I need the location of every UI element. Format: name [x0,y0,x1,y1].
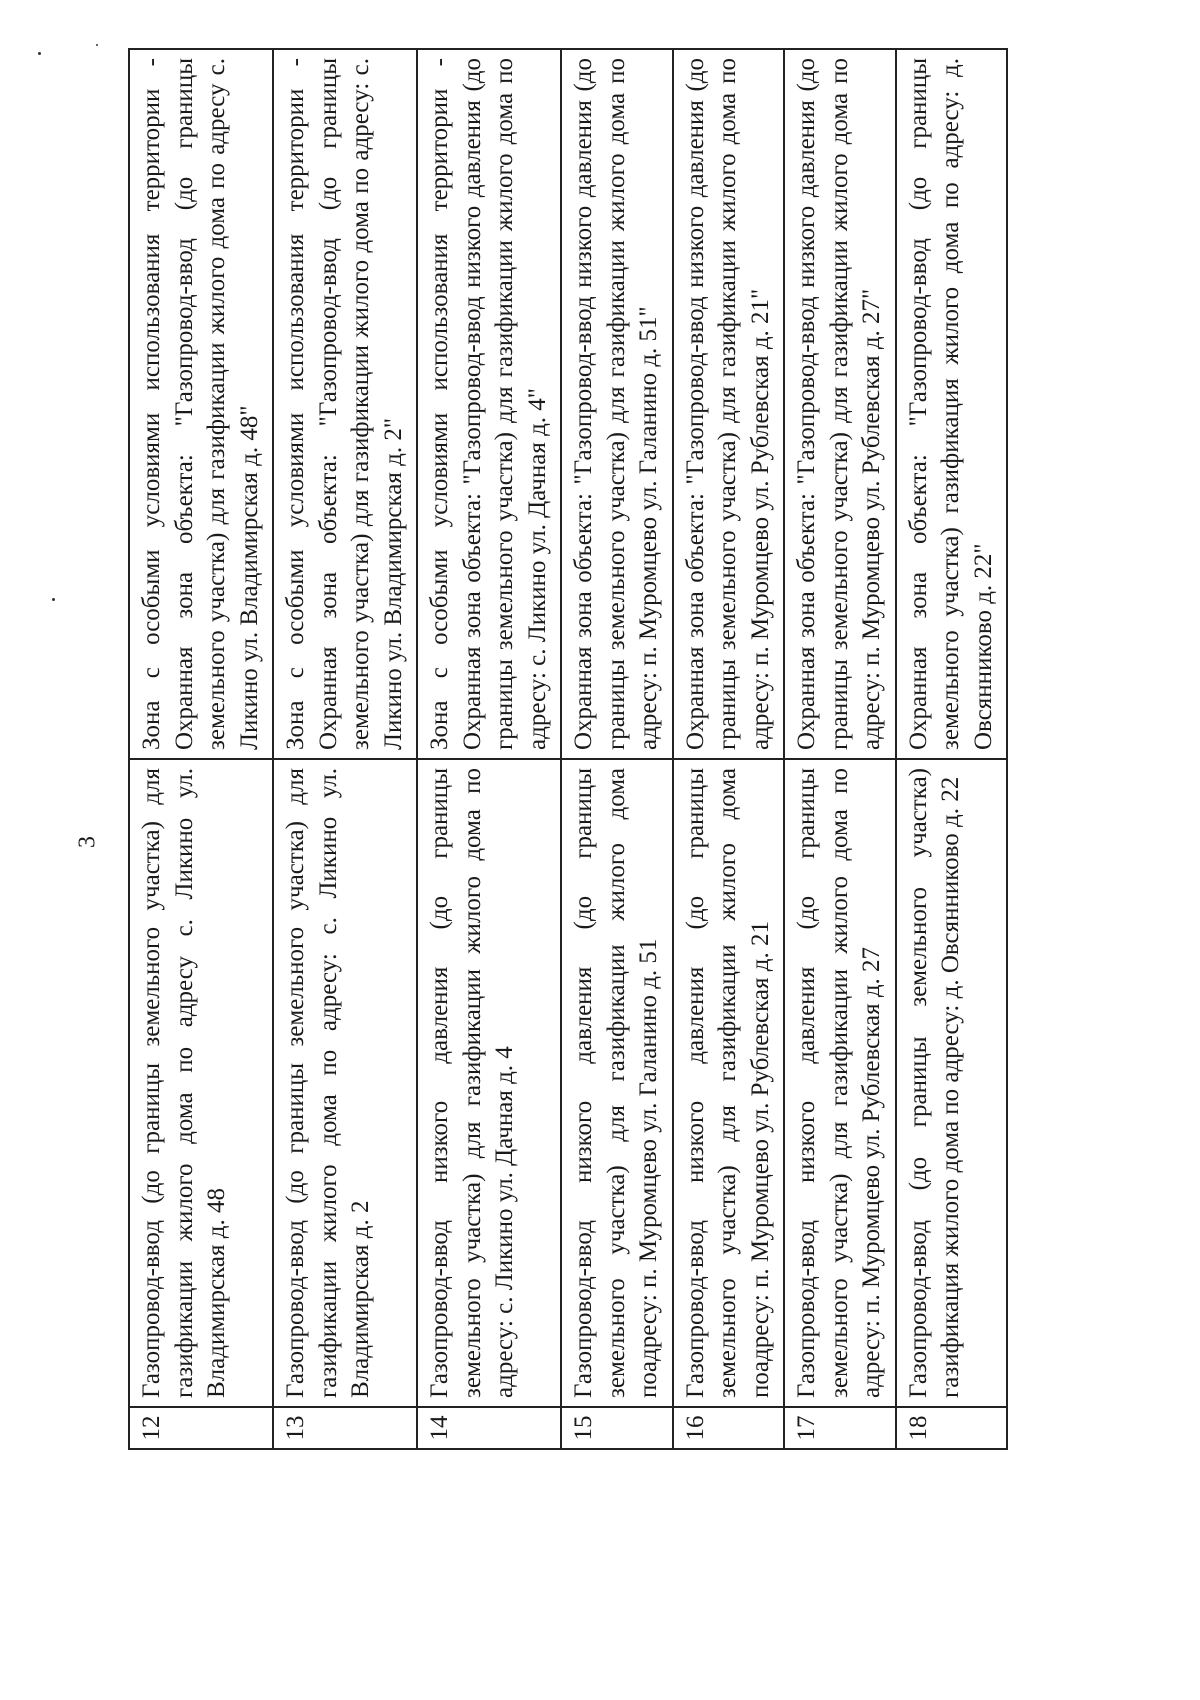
table-row [417,49,561,1449]
object-description: Газопровод-ввод низкого давления (до границы земельного участка) для газификации жилого дома поадресу: п. Муромцево ул. Галанино д. 51 [561,759,673,1407]
row-number: 12 [129,1407,273,1449]
zone-description: Зона с особыми условиями использования территории - Охранная зона объекта: "Газопровод-ввод (до границы земельного участка) для газификации жилого дома по адресу: с. Ликино ул. Владимирская д. 2" [273,49,417,759]
zone-description: Зона с особыми условиями использования территории - Охранная зона объекта: "Газопровод-ввод (до границы земельного участка) для газификации жилого дома по адресу с. Ликино ул. Владимирская д. 48" [129,49,273,759]
table-row [896,49,1008,1449]
row-number: 14 [417,1407,561,1449]
zone-description: Охранная зона объекта: "Газопровод-ввод низкого давления (до границы земельного участка) для газификации жилого дома по адресу: п. Муромцево ул. Рублевская д. 21" [673,49,785,759]
page-number: 3 [74,836,101,848]
table-row [673,49,785,1449]
rotated-table-container [128,50,997,1450]
object-description: Газопровод-ввод (до границы земельного участка) для газификации жилого дома по адресу с. Ликино ул. Владимирская д. 48 [129,759,273,1407]
zone-description: Охранная зона объекта: "Газопровод-ввод низкого давления (до границы земельного участка) для газификации жилого дома по адресу: п. Муромцево ул. Галанино д. 51" [561,49,673,759]
table-row [129,49,273,1449]
object-description: Газопровод-ввод (до границы земельного участка) газификация жилого дома по адресу: д. Овсянниково д. 22 [896,759,1008,1407]
gas-pipeline-zones-table [128,48,1008,1450]
row-number: 15 [561,1407,673,1449]
table-row [561,49,673,1449]
object-description: Газопровод-ввод низкого давления (до границы земельного участка) для газификации жилого дома по адресу: с. Ликино ул. Дачная д. 4 [417,759,561,1407]
row-number: 16 [673,1407,785,1449]
row-number: 13 [273,1407,417,1449]
scan-speck [38,52,41,55]
zone-description: Охранная зона объекта: "Газопровод-ввод низкого давления (до границы земельного участка) для газификации жилого дома по адресу: п. Муромцево ул. Рублевская д. 27" [784,49,896,759]
object-description: Газопровод-ввод низкого давления (до границы земельного участка) для газификации жилого дома по адресу: п. Муромцево ул. Рублевская д. 27 [784,759,896,1407]
row-number: 17 [784,1407,896,1449]
row-number: 18 [896,1407,1008,1449]
table-row [784,49,896,1449]
table-row [273,49,417,1449]
object-description: Газопровод-ввод низкого давления (до границы земельного участка) для газификации жилого дома поадресу: п. Муромцево ул. Рублевская д. 21 [673,759,785,1407]
scan-speck [52,598,55,601]
zone-description: Охранная зона объекта: "Газопровод-ввод (до границы земельного участка) газификация жилого дома по адресу: д. Овсянниково д. 22" [896,49,1008,759]
scan-speck [96,44,98,46]
zone-description: Зона с особыми условиями использования территории - Охранная зона объекта: "Газопровод-ввод низкого давления (до границы земельного участка) для газификации жилого дома по адресу: с. Ликино ул. Дачная д. 4" [417,49,561,759]
object-description: Газопровод-ввод (до границы земельного участка) для газификации жилого дома по адресу: с. Ликино ул. Владимирская д. 2 [273,759,417,1407]
